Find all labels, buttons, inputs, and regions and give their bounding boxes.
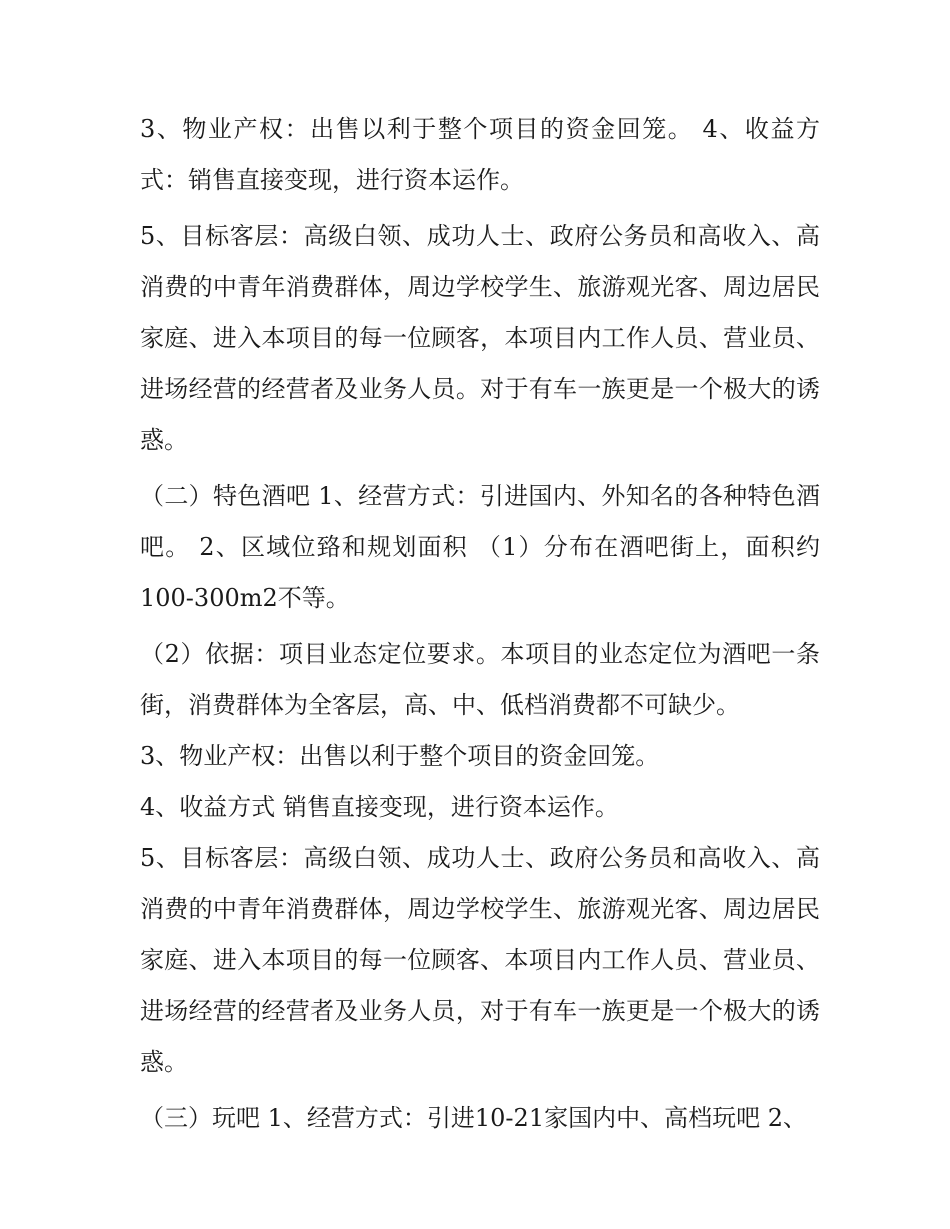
paragraph-play-bar-section: （三）玩吧 1、经营方式：引进10-21家国内中、高档玩吧 2、 [140, 1104, 807, 1132]
paragraph-target-customers: 5、目标客层：高级白领、成功人士、政府公务员和高收入、高消费的中青年消费群体，周边学校学生、旅游观光客、周边居民家庭、进入本项目的每一位顾客，本项目内工作人员、营业员、进场经营的经营者及业务人员。对于有车一族更是一个极大的诱惑。 [140, 222, 820, 454]
paragraph-bar-section: （二）特色酒吧 1、经营方式：引进国内、外知名的各种特色酒吧。 2、区域位臵和规划面积 （1）分布在酒吧街上，面积约100-300m2不等。 [140, 482, 820, 612]
paragraph-property-rights: 3、物业产权：出售以利于整个项目的资金回笼。 4、收益方式：销售直接变现，进行资本运作。 [140, 115, 820, 194]
paragraph-bar-revenue: 4、收益方式 销售直接变现，进行资本运作。 [140, 793, 619, 821]
document-body [140, 104, 820, 1144]
paragraph-bar-property-rights: 3、物业产权：出售以利于整个项目的资金回笼。 [140, 742, 660, 770]
paragraph-bar-target-customers: 5、目标客层：高级白领、成功人士、政府公务员和高收入、高消费的中青年消费群体，周边学校学生、旅游观光客、周边居民家庭、进入本项目的每一位顾客、本项目内工作人员、营业员、进场经营的经营者及业务人员，对于有车一族更是一个极大的诱惑。 [140, 844, 820, 1076]
paragraph-bar-basis: （2）依据：项目业态定位要求。本项目的业态定位为酒吧一条街，消费群体为全客层，高、中、低档消费都不可缺少。 [140, 640, 820, 719]
